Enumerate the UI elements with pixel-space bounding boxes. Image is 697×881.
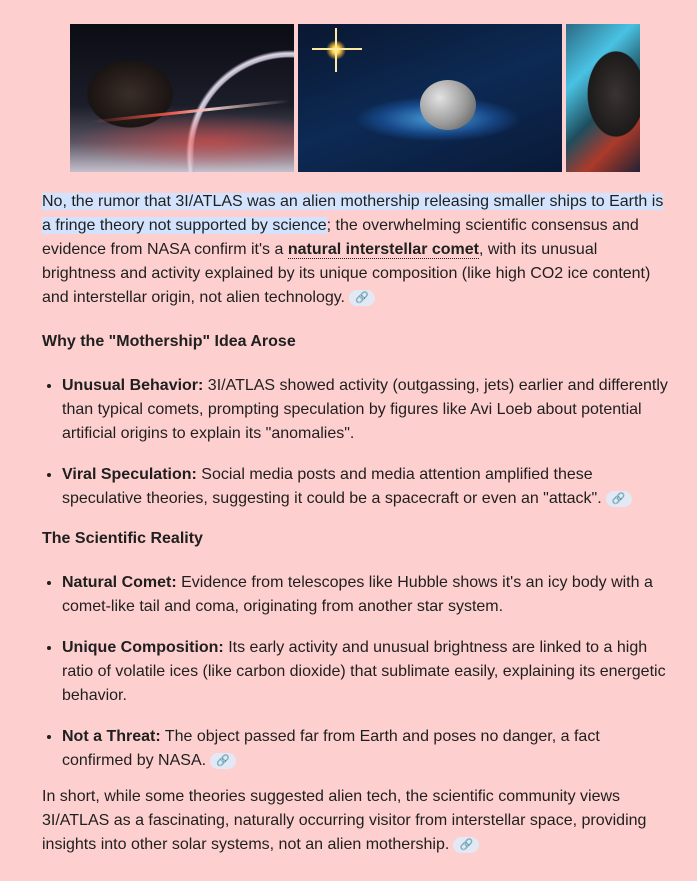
list-mothership [42, 374, 672, 528]
intro-paragraph [42, 190, 672, 310]
comet-link[interactable]: natural interstellar comet [287, 241, 479, 258]
item-text: Social media posts and media attention amplified these speculative theories, suggesting it could be a spacecraft or even an "attack". [62, 466, 602, 507]
source-link-chip[interactable] [349, 290, 375, 306]
source-link-chip[interactable] [606, 491, 632, 507]
item-title: Not a Threat: [62, 728, 161, 745]
link-icon: 🔗 [216, 754, 230, 767]
item-title: Viral Speculation: [62, 466, 197, 483]
item-title: Unusual Behavior: [62, 377, 204, 394]
item-title: Unique Composition: [62, 639, 224, 656]
item-title: Natural Comet: [62, 574, 177, 591]
item-text: Its early activity and unusual brightness are linked to a high ratio of volatile ices (like carbon dioxide) that sublimate easily, explaining its energetic behavior. [62, 639, 666, 704]
source-link-chip[interactable] [453, 837, 479, 853]
item-text: Evidence from telescopes like Hubble shows it's an icy body with a comet-like tail and coma, originating from another star system. [62, 574, 653, 615]
highlighted-text: No, the rumor that 3I/ATLAS was an alien mothership releasing smaller ships to Earth is a fringe theory not supported by science [42, 193, 664, 234]
image-rock[interactable] [566, 24, 640, 172]
item-text: The object passed far from Earth and poses no danger, a fact confirmed by NASA. [62, 728, 600, 769]
image-comet[interactable] [298, 24, 562, 172]
list-item [62, 463, 672, 511]
link-icon: 🔗 [611, 492, 626, 505]
intro-text-2: , with its unusual brightness and activity explained by its unique composition (like high CO2 ice content) and interstellar origin, not alien technology. [42, 241, 651, 306]
intro-text-1: ; the overwhelming scientific consensus and evidence from NASA confirm it's a [42, 217, 639, 258]
list-scientific [42, 571, 672, 790]
source-link-chip[interactable] [210, 753, 236, 769]
heading-scientific: The Scientific Reality [42, 530, 203, 547]
list-item [62, 374, 672, 446]
summary-text: In short, while some theories suggested alien tech, the scientific community views 3I/ATLAS as a fascinating, naturally occurring visitor from interstellar space, providing insights into other solar systems, not an alien mothership. [42, 788, 647, 853]
image-carousel[interactable] [70, 24, 640, 172]
link-icon: 🔗 [355, 291, 369, 304]
list-item [62, 636, 672, 708]
heading-mothership: Why the "Mothership" Idea Arose [42, 333, 296, 350]
list-item [62, 571, 672, 619]
link-icon: 🔗 [459, 838, 474, 851]
summary-paragraph [42, 785, 672, 857]
image-asteroid[interactable] [70, 24, 294, 172]
list-item [62, 725, 672, 773]
item-text: 3I/ATLAS showed activity (outgassing, jets) earlier and differently than typical comets, prompting speculation by figures like Avi Loeb about potential artificial origins to explain its "anomalies". [62, 377, 668, 442]
